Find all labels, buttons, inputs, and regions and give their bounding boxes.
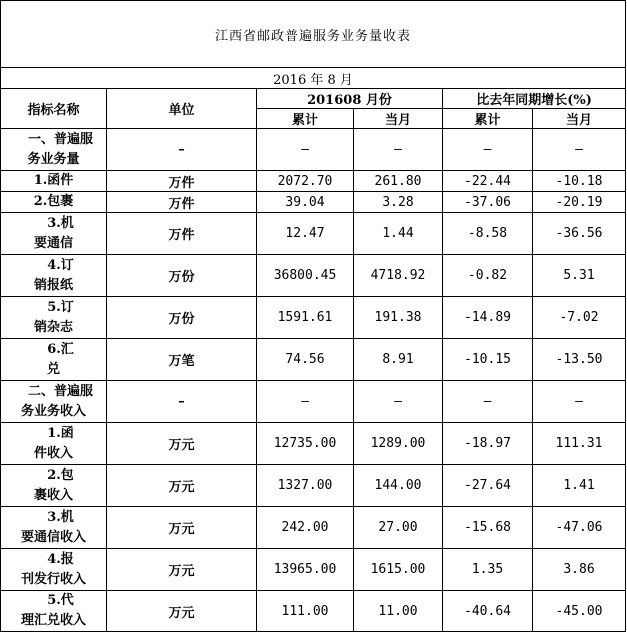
row-period-month: 144.00 [354, 465, 443, 507]
table-row [1, 297, 626, 339]
row-name-line-1: 5.订 [47, 299, 74, 315]
row-period-cumulative: 2072.70 [257, 171, 354, 192]
row-period-cumulative: 1591.61 [257, 297, 354, 339]
row-name-line-2: 要通信收入 [20, 529, 86, 545]
row-period-cumulative: 1327.00 [257, 465, 354, 507]
row-name-line-1: 1.函件 [33, 173, 74, 188]
row-growth-month: -36.56 [533, 213, 626, 255]
row-growth-cumulative: – [443, 129, 533, 171]
table-row [1, 339, 626, 381]
table-row [1, 192, 626, 213]
row-growth-month: – [533, 381, 626, 423]
row-unit: 万元 [107, 549, 257, 591]
row-name-line-2: 要通信 [33, 235, 73, 251]
row-unit: 万笔 [107, 339, 257, 381]
row-period-month: 1615.00 [354, 549, 443, 591]
row-indicator-name [1, 213, 107, 255]
row-growth-cumulative: -0.82 [443, 255, 533, 297]
header-growth-month: 当月 [533, 109, 626, 129]
row-unit: 万件 [107, 213, 257, 255]
row-growth-month: -13.50 [533, 339, 626, 381]
row-name-line-1: 4.报 [47, 551, 74, 567]
row-period-month: – [354, 129, 443, 171]
row-period-cumulative: 74.56 [257, 339, 354, 381]
table-body [1, 129, 626, 632]
header-unit: 单位 [107, 89, 257, 129]
row-name-line-2: 理汇兑收入 [20, 613, 86, 628]
row-growth-cumulative: -37.06 [443, 192, 533, 213]
table-row [1, 213, 626, 255]
row-name-line-2: 务业务收入 [20, 403, 86, 419]
row-indicator-name [1, 297, 107, 339]
report-date: 2016 年 8 月 [1, 68, 626, 89]
row-indicator-name [1, 255, 107, 297]
row-growth-month: -45.00 [533, 591, 626, 632]
row-growth-month: -10.18 [533, 171, 626, 192]
row-growth-month: – [533, 129, 626, 171]
row-unit: 万件 [107, 171, 257, 192]
row-name-line-2: 销杂志 [33, 319, 73, 335]
row-unit: 万份 [107, 297, 257, 339]
row-growth-month: 3.86 [533, 549, 626, 591]
row-period-cumulative: 12.47 [257, 213, 354, 255]
row-indicator-name [1, 381, 107, 423]
table-row [1, 465, 626, 507]
row-growth-month: 5.31 [533, 255, 626, 297]
row-indicator-name [1, 465, 107, 507]
row-name-line-1: 3.机 [47, 215, 74, 231]
row-growth-cumulative: 1.35 [443, 549, 533, 591]
row-period-month: 4718.92 [354, 255, 443, 297]
row-name-line-2: 刊发行收入 [20, 571, 86, 587]
row-name-line-1: 二、普遍服 [27, 383, 93, 399]
row-unit: 万元 [107, 591, 257, 632]
row-indicator-name [1, 129, 107, 171]
row-name-line-1: 4.订 [47, 257, 74, 273]
row-unit: – [107, 381, 257, 423]
row-name-line-2: 务业务量 [27, 151, 80, 167]
table-row [1, 507, 626, 549]
row-growth-cumulative: – [443, 381, 533, 423]
row-period-cumulative: 111.00 [257, 591, 354, 632]
row-name-line-1: 一、普遍服 [27, 131, 93, 147]
row-period-cumulative: 36800.45 [257, 255, 354, 297]
row-name-line-1: 1.函 [47, 425, 74, 441]
header-period: 201608 月份 [257, 89, 443, 109]
table-row [1, 171, 626, 192]
table-row [1, 255, 626, 297]
row-indicator-name [1, 423, 107, 465]
row-period-month: 1289.00 [354, 423, 443, 465]
header-period-cumulative: 累计 [257, 109, 354, 129]
row-name-line-1: 2.包裹 [33, 194, 74, 209]
row-name-line-1: 3.机 [47, 509, 74, 525]
table-row [1, 591, 626, 632]
header-indicator: 指标名称 [1, 89, 107, 129]
header-period-month: 当月 [354, 109, 443, 129]
table-row [1, 423, 626, 465]
row-growth-cumulative: -14.89 [443, 297, 533, 339]
row-growth-cumulative: -15.68 [443, 507, 533, 549]
row-growth-month: -20.19 [533, 192, 626, 213]
table-title: 江西省邮政普遍服务业务量收表 [1, 1, 626, 68]
row-name-line-2: 销报纸 [33, 277, 73, 293]
table-row [1, 549, 626, 591]
row-period-cumulative: 242.00 [257, 507, 354, 549]
row-period-month: 27.00 [354, 507, 443, 549]
row-name-line-2: 兑 [46, 361, 60, 377]
row-name-line-1: 2.包 [47, 467, 74, 483]
header-growth: 比去年同期增长(%) [443, 89, 626, 109]
row-period-cumulative: 13965.00 [257, 549, 354, 591]
row-period-cumulative: – [257, 129, 354, 171]
row-period-cumulative: 39.04 [257, 192, 354, 213]
row-unit: 万元 [107, 465, 257, 507]
row-unit: 万元 [107, 507, 257, 549]
row-period-month: 261.80 [354, 171, 443, 192]
row-growth-month: 111.31 [533, 423, 626, 465]
row-period-month: 3.28 [354, 192, 443, 213]
row-name-line-2: 件收入 [33, 445, 73, 461]
row-period-month: 8.91 [354, 339, 443, 381]
row-unit: 万件 [107, 192, 257, 213]
row-indicator-name [1, 339, 107, 381]
row-period-cumulative: – [257, 381, 354, 423]
table-row [1, 381, 626, 423]
row-growth-cumulative: -10.15 [443, 339, 533, 381]
row-unit: – [107, 129, 257, 171]
row-growth-cumulative: -8.58 [443, 213, 533, 255]
table-row [1, 129, 626, 171]
row-indicator-name [1, 507, 107, 549]
row-growth-cumulative: -18.97 [443, 423, 533, 465]
row-growth-month: -47.06 [533, 507, 626, 549]
row-indicator-name [1, 171, 107, 192]
row-growth-cumulative: -27.64 [443, 465, 533, 507]
row-period-month: 191.38 [354, 297, 443, 339]
row-period-month: 11.00 [354, 591, 443, 632]
row-name-line-1: 5.代 [47, 593, 74, 608]
row-name-line-2: 裹收入 [33, 487, 73, 503]
row-unit: 万份 [107, 255, 257, 297]
row-period-cumulative: 12735.00 [257, 423, 354, 465]
row-growth-cumulative: -22.44 [443, 171, 533, 192]
row-growth-cumulative: -40.64 [443, 591, 533, 632]
header-growth-cumulative: 累计 [443, 109, 533, 129]
row-indicator-name [1, 591, 107, 632]
row-indicator-name [1, 192, 107, 213]
row-period-month: – [354, 381, 443, 423]
row-indicator-name [1, 549, 107, 591]
row-growth-month: 1.41 [533, 465, 626, 507]
row-name-line-1: 6.汇 [47, 341, 74, 357]
row-growth-month: -7.02 [533, 297, 626, 339]
row-unit: 万元 [107, 423, 257, 465]
row-period-month: 1.44 [354, 213, 443, 255]
